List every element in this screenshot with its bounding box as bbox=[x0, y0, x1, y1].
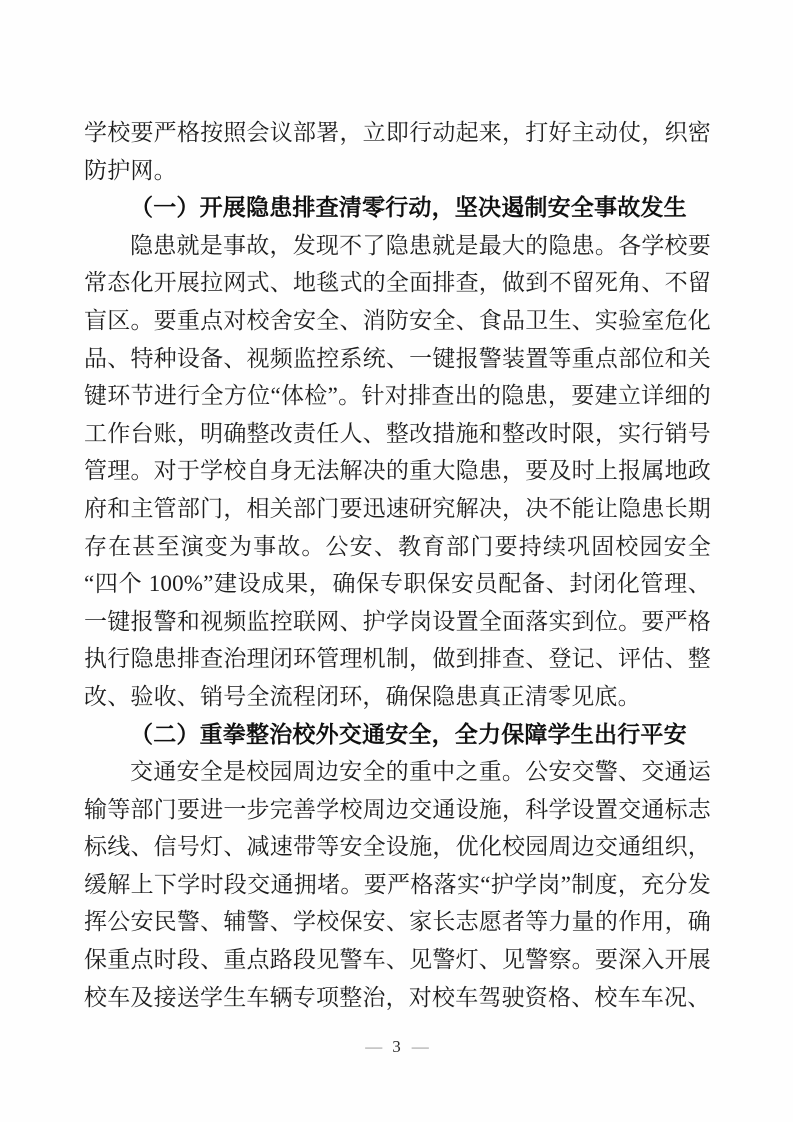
section-heading-1: （一）开展隐患排查清零行动，坚决遏制安全事故发生 bbox=[130, 195, 687, 221]
section-heading-2: （二）重拳整治校外交通安全，全力保障学生出行平安 bbox=[130, 721, 687, 747]
paragraph-continuation: 学校要严格按照会议部署，立即行动起来，打好主动仗，织密防护网。 bbox=[84, 120, 711, 183]
footer-dash-right: — bbox=[411, 1037, 428, 1056]
page-footer bbox=[0, 1035, 793, 1059]
paragraph-section-1: 隐患就是事故，发现不了隐患就是最大的隐患。各学校要常态化开展拉网式、地毯式的全面排查，做到不留死角、不留盲区。要重点对校舍安全、消防安全、食品卫生、实验室危化品、特种设备、视频监控系统、一键报警装置等重点部位和关键环节进行全方位“体检”。针对排查出的隐患，要建立详细的工作台账，明确整改责任人、整改措施和整改时限，实行销号管理。对于学校自身无法解决的重大隐患，要及时上报属地政府和主管部门，相关部门要迅速研究解决，决不能让隐患长期存在甚至演变为事故。公安、教育部门要持续巩固校园安全“四个 100%”建设成果，确保专职保安员配备、封闭化管理、一键报警和视频监控联网、护学岗设置全面落实到位。要严格执行隐患排查治理闭环管理机制，做到排查、登记、评估、整改、验收、销号全流程闭环，确保隐患真正清零见底。 bbox=[84, 232, 711, 709]
footer-dash-left: — bbox=[365, 1037, 382, 1056]
paragraph-section-2: 交通安全是校园周边安全的重中之重。公安交警、交通运输等部门要进一步完善学校周边交通设施，科学设置交通标志标线、信号灯、减速带等安全设施，优化校园周边交通组织，缓解上下学时段交通拥堵。要严格落实“护学岗”制度，充分发挥公安民警、辅警、学校保安、家长志愿者等力量的作用，确保重点时段、重点路段见警车、见警灯、见警察。要深入开展校车及接送学生车辆专项整治，对校车驾驶资格、校车车况、 bbox=[84, 759, 711, 1010]
document-body bbox=[84, 114, 711, 1016]
page-number: 3 bbox=[392, 1037, 401, 1056]
